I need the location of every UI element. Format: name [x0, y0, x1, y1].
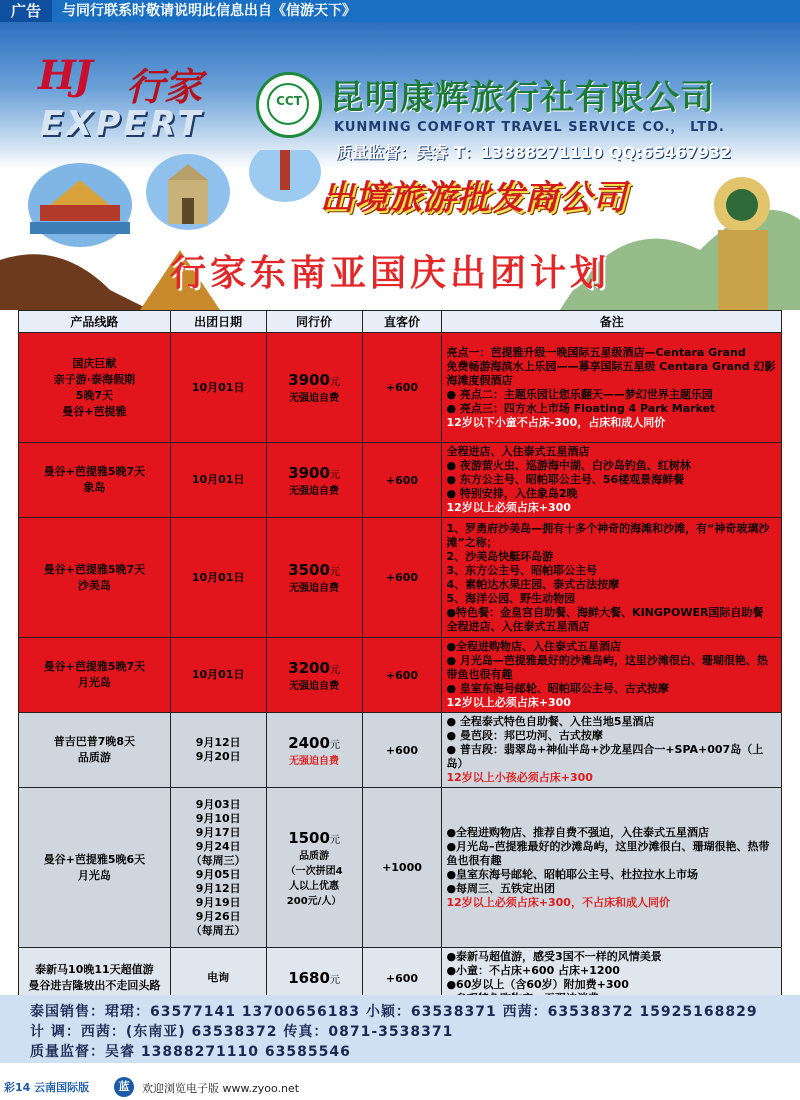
trade-price-cell	[266, 713, 362, 788]
route-line: 月光岛	[77, 676, 111, 689]
trade-price-value: 3500	[288, 561, 330, 579]
date-cell	[170, 443, 266, 518]
direct-price-cell	[362, 788, 442, 948]
col-header-direct-price: 直客价	[362, 311, 442, 333]
trade-price-cell	[266, 443, 362, 518]
trade-price-note: 无强迫自费	[289, 583, 340, 594]
note-line: ●泰新马超值游，感受3国不一样的风情美景	[446, 950, 662, 963]
route-line: 泰新马10晚11天超值游	[35, 963, 154, 976]
date-cell	[170, 333, 266, 443]
note-line: ● 普吉段：翡翠岛+神仙半岛+沙龙星四合一+SPA+007岛（上岛）	[446, 743, 764, 770]
date-line: 电询	[207, 971, 230, 984]
note-line: ● 亮点二：主题乐园让您乐翻天——梦幻世界主题乐园	[446, 387, 713, 401]
note-line: 亮点一：芭提雅升级一晚国际五星级酒店—Centara Grand	[446, 345, 746, 359]
trade-price-cell	[266, 518, 362, 638]
direct-price-value: +600	[385, 381, 419, 394]
note-line: 3、东方公主号、昭帕耶公主号	[446, 563, 598, 577]
note-line: ● 特别安排，入住象岛2晚	[446, 487, 578, 500]
note-line: 2、沙美岛快艇环岛游	[446, 549, 554, 563]
date-line: 9月20日	[195, 750, 241, 763]
route-line: 国庆巨献	[72, 356, 117, 370]
trade-price-value: 2400	[288, 733, 330, 752]
direct-price-value: +600	[385, 743, 419, 757]
notes-cell	[442, 788, 782, 948]
trade-price-value: 3200	[288, 658, 330, 677]
notice-text: 与同行联系时敬请说明此信息出自《信游天下》	[62, 3, 356, 19]
edition-badge: 蓝	[114, 1077, 134, 1097]
hj-logo	[38, 52, 243, 147]
route-cell	[19, 788, 171, 948]
route-line: 曼谷+芭提雅	[62, 404, 127, 418]
cct-logo-text: CCT	[276, 94, 302, 108]
date-cell	[170, 788, 266, 948]
note-line: ●月光岛–芭提雅最好的沙滩岛屿，这里沙滩很白、珊瑚很艳、热带鱼也很有趣	[446, 839, 770, 867]
footer-contacts	[0, 995, 800, 1063]
website-text: 欢迎浏览电子版 www.zyoo.net	[142, 1082, 300, 1095]
col-header-trade-price: 同行价	[266, 311, 362, 333]
note-line: 全程进店、入住泰式五星酒店	[446, 619, 590, 633]
direct-price-cell	[362, 713, 442, 788]
date-line: 9月24日	[195, 839, 241, 853]
route-line: 曼谷进吉隆坡出不走回头路	[28, 979, 161, 992]
top-bar	[0, 0, 800, 22]
note-line: 12岁以上必须占床+300，不占床和成人同价	[446, 895, 670, 909]
tour-table	[18, 310, 782, 1009]
note-line: 12岁以上必须占床+300	[446, 696, 571, 709]
table-row	[19, 333, 782, 443]
note-line: ● 夜游萤火虫、巡游海中湖、白沙岛钓鱼、红树林	[446, 459, 691, 472]
date-line: 10月01日	[191, 473, 245, 486]
note-line: 12岁以上必须占床+300	[446, 501, 571, 514]
date-line: 9月17日	[195, 825, 241, 839]
col-header-notes: 备注	[442, 311, 782, 333]
route-line: 曼谷+芭提雅5晚7天	[43, 465, 146, 478]
date-cell	[170, 518, 266, 638]
date-line: 10月01日	[191, 380, 245, 394]
date-line: 9月26日	[195, 909, 241, 923]
table-row	[19, 518, 782, 638]
note-line: ● 月光岛—芭提雅最好的沙滩岛屿，这里沙滩很白、珊瑚很艳、热带鱼也很有趣	[446, 654, 768, 681]
notes-cell	[442, 638, 782, 713]
header-banner	[0, 22, 800, 170]
route-line: 曼谷+芭提雅5晚7天	[43, 660, 146, 673]
date-line: 9月19日	[195, 895, 241, 909]
table-header-row	[19, 311, 782, 333]
route-line: 月光岛	[77, 868, 111, 882]
date-line: （每周三）	[190, 853, 246, 867]
date-cell	[170, 713, 266, 788]
date-line: 9月05日	[195, 867, 241, 881]
trade-price-value: 1500	[288, 828, 330, 847]
note-line: ●小童：不占床+600 占床+1200	[446, 964, 620, 977]
note-line: 全程进店、入住泰式五星酒店	[446, 445, 590, 458]
table-row	[19, 443, 782, 518]
direct-price-value: +600	[385, 971, 419, 985]
notes-cell	[442, 518, 782, 638]
direct-price-value: +600	[385, 473, 419, 487]
route-cell	[19, 713, 171, 788]
note-line: ● 亮点三：四方水上市场 Floating 4 Park Market	[446, 401, 716, 415]
note-line: ● 皇室东海号邮轮、昭帕耶公主号、古式按摩	[446, 682, 669, 695]
route-line: 普吉巴普7晚8天	[53, 735, 136, 748]
route-line: 亲子游·泰海假期	[53, 372, 135, 386]
bottom-bar	[0, 1075, 800, 1100]
route-line: 品质游	[77, 751, 111, 764]
ad-tag: 广告	[0, 0, 52, 22]
trade-price-note: 无强迫自费	[289, 680, 340, 692]
col-header-route: 产品线路	[19, 311, 171, 333]
table-row	[19, 713, 782, 788]
wholesale-slogan: 出境旅游批发商公司	[320, 178, 626, 218]
trade-price-unit: 元	[329, 834, 340, 846]
trade-price-cell	[266, 788, 362, 948]
trade-price-note: （一次拼团4	[285, 865, 343, 877]
note-line: ● 曼芭段：邦巴功河、古式按摩	[446, 729, 603, 742]
route-line: 曼谷+芭提雅5晚6天	[43, 852, 146, 866]
note-line: 免费畅游海滨水上乐园——幕享国际五星级 Centara Grand 幻影海滩度假酒店	[446, 359, 776, 387]
trade-price-value: 1680	[288, 969, 330, 987]
footer-ops-line: 计 调：西茜：(东南亚) 63538372 传真：0871-3538371	[30, 1024, 454, 1040]
route-cell	[19, 518, 171, 638]
note-line: 1、罗勇府沙美岛—拥有十多个神奇的海滩和沙滩，有“神奇玻璃沙滩”之称；	[446, 521, 770, 549]
route-line: 5晚7天	[75, 388, 114, 402]
notes-cell	[442, 443, 782, 518]
note-line: ●每周三、五铁定出团	[446, 881, 556, 895]
note-line: ●全程进购物店、入住泰式五星酒店	[446, 640, 622, 653]
date-line: 10月01日	[191, 668, 245, 681]
trade-price-note: 无强迫自费	[289, 393, 340, 404]
trade-price-value: 3900	[288, 463, 330, 482]
note-line: ● 东方公主号、昭帕耶公主号、56楼观景海鲜餐	[446, 473, 685, 486]
trade-price-cell	[266, 638, 362, 713]
company-name: 昆明康辉旅行社有限公司	[330, 78, 715, 118]
trade-price-cell	[266, 333, 362, 443]
direct-price-cell	[362, 638, 442, 713]
notes-cell	[442, 333, 782, 443]
table-row	[19, 638, 782, 713]
note-line: ●皇室东海号邮轮、昭帕耶公主号、杜拉拉水上市场	[446, 867, 699, 881]
note-line: 12岁以上小孩必须占床+300	[446, 771, 593, 784]
plan-title: 行家东南亚国庆出团计划	[170, 253, 611, 294]
date-line: 9月12日	[195, 736, 241, 749]
trade-price-note: 人以上优惠	[289, 880, 340, 892]
cct-logo	[256, 72, 322, 138]
trade-price-unit: 元	[329, 664, 340, 676]
col-header-date: 出团日期	[170, 311, 266, 333]
date-line: 10月01日	[191, 570, 245, 584]
note-line: ●全程进购物店、推荐自费不强迫，入住泰式五星酒店	[446, 825, 710, 839]
date-line: （每周五）	[190, 923, 246, 937]
footer-sales-line: 泰国销售：珺珺：63577141 13700656183 小颖：63538371 西茜：63538372 15925168829	[30, 1004, 758, 1020]
footer-quality-line: 质量监督：吴睿 13888271110 63585546	[30, 1044, 351, 1060]
note-line: ●60岁以上（含60岁）附加费+300	[446, 978, 629, 991]
direct-price-cell	[362, 518, 442, 638]
route-line: 象岛	[83, 481, 106, 494]
route-cell	[19, 638, 171, 713]
trade-price-value: 3900	[288, 371, 330, 389]
trade-price-note: 200元/人）	[286, 895, 342, 907]
trade-price-note: 品质游	[299, 850, 330, 862]
table-row	[19, 788, 782, 948]
page-label: 彩14 云南国际版	[4, 1081, 90, 1094]
note-line: ●特色餐：金皇宫自助餐、海鲜大餐、KINGPOWER国际自助餐	[446, 605, 764, 619]
note-line: ● 全程泰式特色自助餐、入住当地5星酒店	[446, 715, 655, 728]
company-name-en: KUNMING COMFORT TRAVEL SERVICE CO.， LTD.	[334, 120, 725, 135]
trade-price-unit: 元	[329, 469, 340, 481]
route-line: 沙美岛	[77, 578, 111, 592]
route-cell	[19, 333, 171, 443]
direct-price-value: +600	[385, 571, 419, 584]
hj-logo-hanzi: 行家	[126, 65, 203, 109]
contact-line: 质量监督：吴睿 T：13888271110 QQ:65467932	[336, 143, 732, 162]
hj-logo-expert: EXPERT	[40, 104, 204, 144]
trade-price-unit: 元	[329, 377, 340, 388]
direct-price-value: +1000	[382, 861, 422, 874]
date-line: 9月12日	[195, 881, 241, 895]
trade-price-note: 无强迫自费	[289, 755, 340, 767]
note-line: 4、素帕达水果庄园、泰式古法按摩	[446, 577, 620, 591]
note-line: 12岁以下小童不占床-300，占床和成人同价	[446, 415, 666, 429]
direct-price-cell	[362, 443, 442, 518]
trade-price-unit: 元	[329, 975, 340, 986]
trade-price-unit: 元	[329, 739, 340, 751]
date-cell	[170, 638, 266, 713]
trade-price-unit: 元	[329, 567, 340, 578]
date-line: 9月03日	[195, 797, 241, 811]
trade-price-note: 无强迫自费	[289, 485, 340, 497]
hj-logo-letters: HJ	[38, 52, 91, 99]
route-cell	[19, 443, 171, 518]
direct-price-value: +600	[385, 668, 419, 682]
date-line: 9月10日	[195, 811, 241, 825]
direct-price-cell	[362, 333, 442, 443]
route-line: 曼谷+芭提雅5晚7天	[43, 562, 146, 576]
notes-cell	[442, 713, 782, 788]
note-line: 5、海洋公园、野生动物园	[446, 591, 576, 605]
